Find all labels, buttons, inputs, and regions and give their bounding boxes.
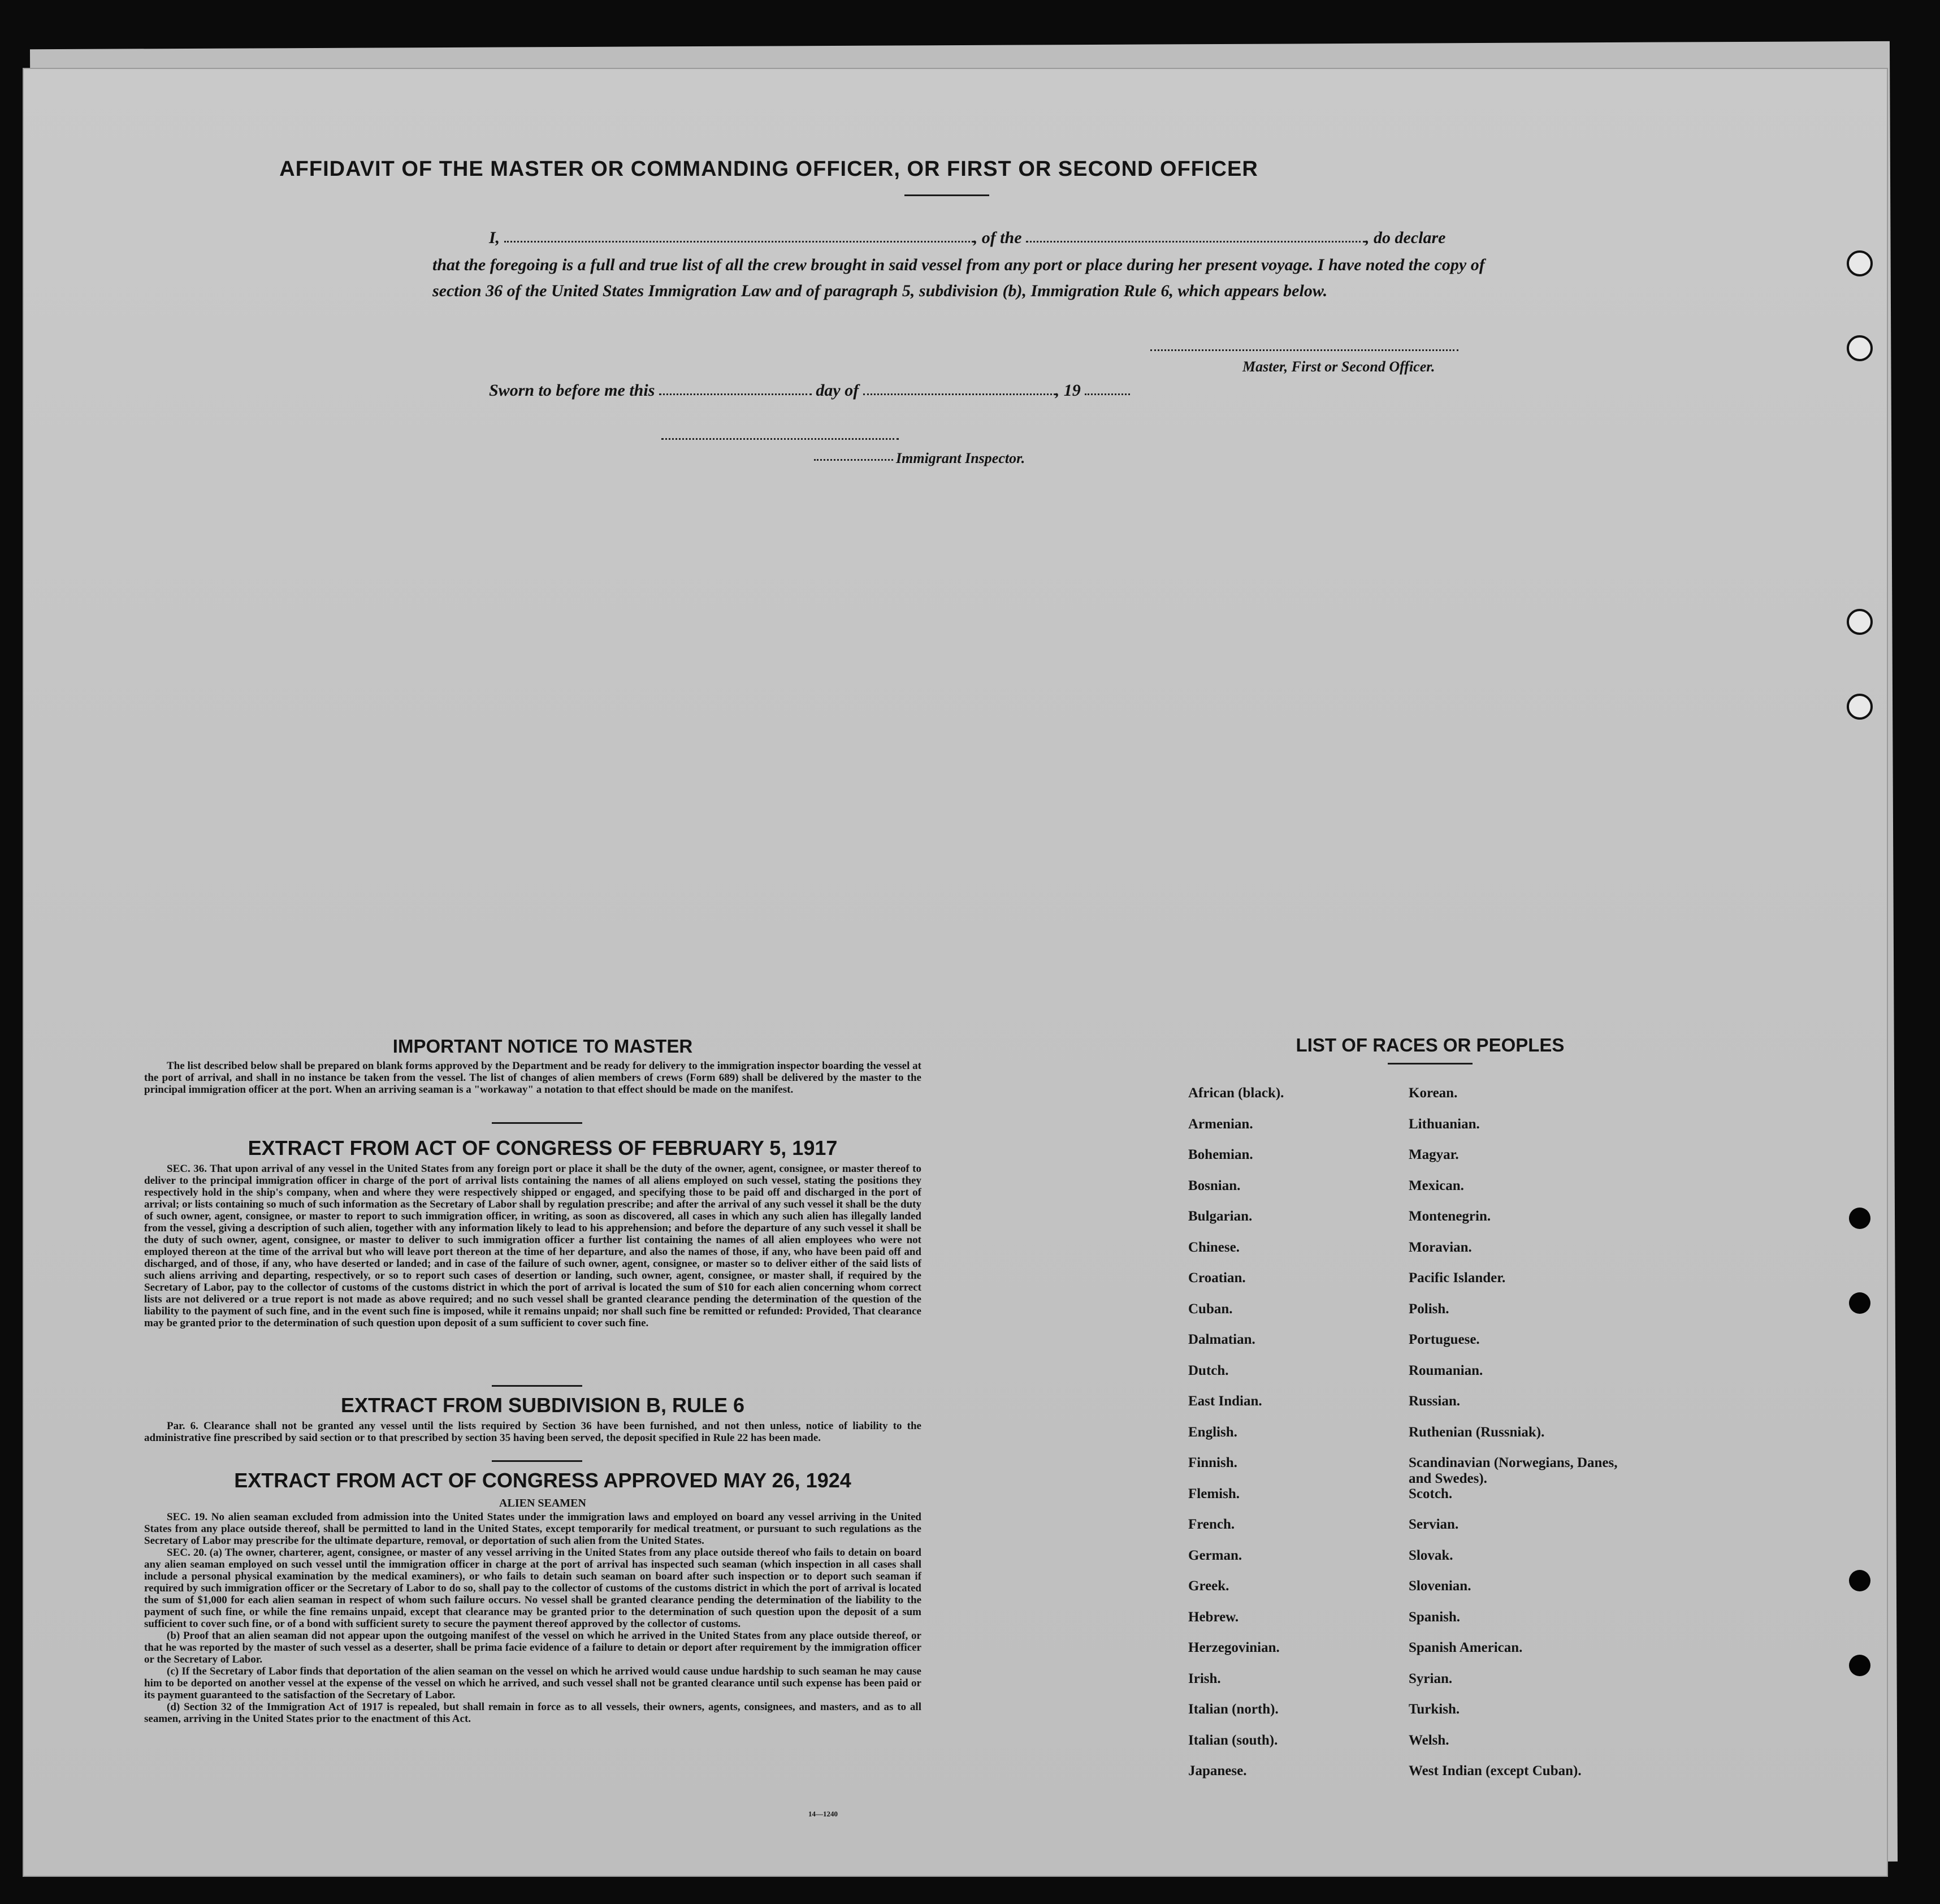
extract-1917-rule: [492, 1385, 582, 1387]
affidavit-i-label: I,: [489, 228, 500, 247]
race-item: Spanish.: [1409, 1609, 1461, 1625]
race-item: French.: [1188, 1517, 1235, 1532]
notice-rule: [492, 1122, 582, 1124]
binder-hole: [1849, 1655, 1870, 1676]
name-blank: [504, 236, 973, 243]
title-rule: [904, 194, 989, 196]
alien-seamen-subheading: ALIEN SEAMEN: [499, 1497, 586, 1509]
extract-1924-heading: EXTRACT FROM ACT OF CONGRESS APPROVED MAY 26, 1924: [234, 1469, 851, 1492]
sec20b-paragraph: (b) Proof that an alien seaman did not appear upon the outgoing manifest of the vessel on which he arrived in the United States from any place outside thereof, or that he was reported by the master of such vessel as a deserter, shall be prima facie evidence of a failure to detain or deport after requirement by the immigration officer or the Secretary of Labor.: [144, 1630, 921, 1665]
race-item: Italian (north).: [1188, 1702, 1279, 1717]
sec19-paragraph: SEC. 19. No alien seaman excluded from admission into the United States under the immigration laws and employed on board any vessel arriving in the United States from any place outside thereof, shall be permitted to land in the United States, except temporarily for medical treatment, or pursuant to such regulations as the Secretary of Labor may prescribe for the ultimate departure, removal, or deportation of such alien from the United States.: [144, 1511, 921, 1547]
race-item: Finnish.: [1188, 1455, 1237, 1470]
race-item: Korean.: [1409, 1085, 1458, 1101]
race-item: Irish.: [1188, 1671, 1221, 1686]
year-blank: [1085, 389, 1130, 395]
race-item: Scandinavian (Norwegians, Danes, and Swedes).: [1409, 1455, 1618, 1486]
sworn-label: Sworn to before me this: [489, 381, 655, 400]
affidavit-line1: [489, 225, 1506, 251]
sworn-line: [489, 378, 1280, 404]
race-item: Scotch.: [1409, 1486, 1453, 1501]
race-item: English.: [1188, 1424, 1237, 1440]
inspector-signature-line: [661, 438, 899, 440]
month-blank: [863, 389, 1055, 395]
race-item: Slovenian.: [1409, 1578, 1471, 1594]
race-item: Cuban.: [1188, 1301, 1233, 1317]
manifest-back-page: [23, 68, 1888, 1877]
extract-1924-body: [144, 1511, 921, 1725]
race-item: Dutch.: [1188, 1362, 1229, 1378]
master-caption: Master, First or Second Officer.: [1242, 358, 1435, 375]
race-item: Magyar.: [1409, 1147, 1459, 1162]
extract-rule6-heading: EXTRACT FROM SUBDIVISION B, RULE 6: [340, 1394, 745, 1417]
race-item: East Indian.: [1188, 1394, 1262, 1409]
day-of-label: day of: [816, 381, 859, 400]
extract-rule6-rule: [492, 1460, 582, 1462]
notice-text: The list described below shall be prepared on blank forms approved by the Department and be ready for delivery to the immigration inspector boarding the vessel at the port of arrival, and shall in no instance be taken from the vessel. The list of changes of alien members of crews (Form 689) shall be delivered by the master to the principal immigration officer at the port. When an arriving seaman is a "workaway" a notation to that effect should be made on the manifest.: [144, 1060, 921, 1096]
race-item: Turkish.: [1409, 1702, 1460, 1717]
race-item: Bohemian.: [1188, 1147, 1253, 1162]
race-item: Croatian.: [1188, 1270, 1246, 1286]
extract-1917-heading: EXTRACT FROM ACT OF CONGRESS OF FEBRUARY 5, 1917: [248, 1136, 838, 1159]
notice-heading: IMPORTANT NOTICE TO MASTER: [392, 1036, 693, 1057]
affidavit-body: that the foregoing is a full and true list of all the crew brought in said vessel from any port or place during her present voyage. I have noted the copy of section 36 of the United States Immigration Law and of paragraph 5, subdivision (b), Immigration Rule 6, which appears below.: [432, 256, 1485, 300]
sec20a-paragraph: SEC. 20. (a) The owner, charterer, agent, consignee, or master of any vessel arriving in the United States from any place outside thereof who fails to detain on board any alien seaman employed on such vessel until the immigration officer in charge at the port of arrival has inspected such seaman (which inspection in all cases shall include a personal physical examination by the medical examiners), or who fails to detain such seaman on board after such inspection or to deport such seaman if required by such immigration officer or the Secretary of Labor to do so, shall pay to the collector of customs of the customs district in which the port of arrival is located the sum of $1,000 for each alien seaman in respect of whom such failure occurs. No vessel shall be granted clearance pending the determination of the liability to the payment of such fine, or while the fine remains unpaid, except that clearance may be granted prior to the determination of such question upon the deposit of a sum sufficient to cover such fine, or of a bond with sufficient surety to secure the payment thereof approved by the collector of customs.: [144, 1547, 921, 1630]
race-item: Portuguese.: [1409, 1332, 1480, 1347]
race-item: Dalmatian.: [1188, 1332, 1255, 1347]
races-heading: LIST OF RACES OR PEOPLES: [1296, 1035, 1565, 1055]
race-item: Polish.: [1409, 1301, 1449, 1317]
race-item: Herzegovinian.: [1188, 1640, 1280, 1655]
race-item: German.: [1188, 1547, 1242, 1563]
race-item: Italian (south).: [1188, 1732, 1278, 1748]
binder-hole: [1849, 1208, 1870, 1229]
binder-hole: [1847, 335, 1873, 361]
sec20c-paragraph: (c) If the Secretary of Labor finds that deportation of the alien seaman on the vessel on which he arrived would cause undue hardship to such seaman he may cause him to be deported on another vessel at the expense of the vessel on which he arrived, and such vessel shall not be granted clearance until such expense has been paid or its payment guaranteed to the satisfaction of the Secretary of Labor.: [144, 1665, 921, 1701]
race-item: Mexican.: [1409, 1178, 1464, 1193]
binder-hole: [1849, 1570, 1870, 1591]
day-blank: [659, 389, 812, 395]
race-item: Servian.: [1409, 1517, 1459, 1532]
race-item: Flemish.: [1188, 1486, 1240, 1501]
race-item: Slovak.: [1409, 1547, 1453, 1563]
race-item: African (black).: [1188, 1085, 1284, 1101]
sec20d-paragraph: (d) Section 32 of the Immigration Act of 1917 is repealed, but shall remain in force as to all vessels, their owners, agents, consignees, and masters, and as to all seamen, arriving in the United States prior to the enactment of this Act.: [144, 1701, 921, 1725]
binder-hole: [1847, 694, 1873, 720]
affidavit-title: AFFIDAVIT OF THE MASTER OR COMMANDING OFFICER, OR FIRST OR SECOND OFFICER: [279, 157, 1258, 181]
race-item: Montenegrin.: [1409, 1209, 1491, 1224]
races-rule: [1388, 1063, 1473, 1064]
race-item: Russian.: [1409, 1394, 1461, 1409]
race-item: Pacific Islander.: [1409, 1270, 1506, 1286]
race-item: Welsh.: [1409, 1732, 1449, 1748]
master-signature-line: [1150, 349, 1458, 351]
race-item: Roumanian.: [1409, 1362, 1483, 1378]
inspector-caption: Immigrant Inspector.: [896, 450, 1025, 466]
binder-hole: [1847, 609, 1873, 635]
race-item: Spanish American.: [1409, 1640, 1523, 1655]
race-item: Ruthenian (Russniak).: [1409, 1424, 1545, 1440]
race-item: West Indian (except Cuban).: [1409, 1763, 1582, 1778]
race-item: Moravian.: [1409, 1239, 1472, 1255]
form-number: 14—1240: [808, 1810, 838, 1818]
race-item: Hebrew.: [1188, 1609, 1239, 1625]
year-label: , 19: [1055, 381, 1081, 400]
race-item: Syrian.: [1409, 1671, 1453, 1686]
extract-rule6-text: Par. 6. Clearance shall not be granted any vessel until the lists required by Section 36 have been furnished, and not then unless, notice of liability to the administrative fine prescribed by said section or to that prescribed by section 35 having been served, the deposit specified in Rule 22 has been made.: [144, 1420, 921, 1444]
extract-1917-text: SEC. 36. That upon arrival of any vessel in the United States from any foreign port or place it shall be the duty of the owner, agent, consignee, or master thereof to deliver to the principal immigration officer in charge of the port of arrival lists containing the names of all aliens employed on such vessel, stating the positions they respectively hold in the ship's company, when and where they were respectively shipped or engaged, and specifying those to be paid off and discharged in the port of arrival; or lists containing so much of such information as the Secretary of Labor shall by regulation prescribe; and after the arrival of any such vessel it shall be the duty of such owner, agent, consignee, or master to report to such immigration officer, in writing, as soon as discovered, all cases in which any such alien has illegally landed from the vessel, giving a description of such alien, together with any information likely to lead to his apprehension; and before the departure of any such vessel it shall be the duty of such owner, agent, consignee, or master to deliver to such immigration officer a further list containing the names of all alien employees who were not employed thereon at the time of the arrival but who will leave port thereon at the time of her departure, and also the names of those, if any, who have been paid off and discharged, and of those, if any, who have deserted or landed; and in case of the failure of such owner, agent, consignee, or master so to deliver either of the said lists of such aliens arriving and departing, respectively, or so to report such cases of desertion or landing, such owner, agent, consignee, or master shall, if required by the Secretary of Labor, pay to the collector of customs of the customs district in which the port of arrival is located the sum of $10 for each alien concerning whom correct lists are not delivered or a true report is not made as above required; and no such vessel shall be granted clearance pending the determination of the question of the liability to the payment of such fine, and in the event such fine is imposed, while it remains unpaid; nor shall such fine be remitted or refunded: Provided, That clearance may be granted prior to the determination of such question upon deposit of a sum sufficient to cover such fine.: [144, 1163, 921, 1329]
race-item: Lithuanian.: [1409, 1116, 1480, 1132]
binder-hole: [1847, 250, 1873, 276]
race-item: Bosnian.: [1188, 1178, 1241, 1193]
race-item: Japanese.: [1188, 1763, 1247, 1778]
race-item: Greek.: [1188, 1578, 1229, 1594]
race-item: Armenian.: [1188, 1116, 1253, 1132]
race-item: Chinese.: [1188, 1239, 1240, 1255]
binder-hole: [1849, 1292, 1870, 1314]
affidavit-of-label: , of the: [973, 228, 1022, 247]
inspector-signature-line-2: [814, 459, 893, 461]
affidavit-declare-label: , do declare: [1365, 228, 1446, 247]
race-item: Bulgarian.: [1188, 1209, 1253, 1224]
vessel-blank: [1026, 236, 1365, 243]
